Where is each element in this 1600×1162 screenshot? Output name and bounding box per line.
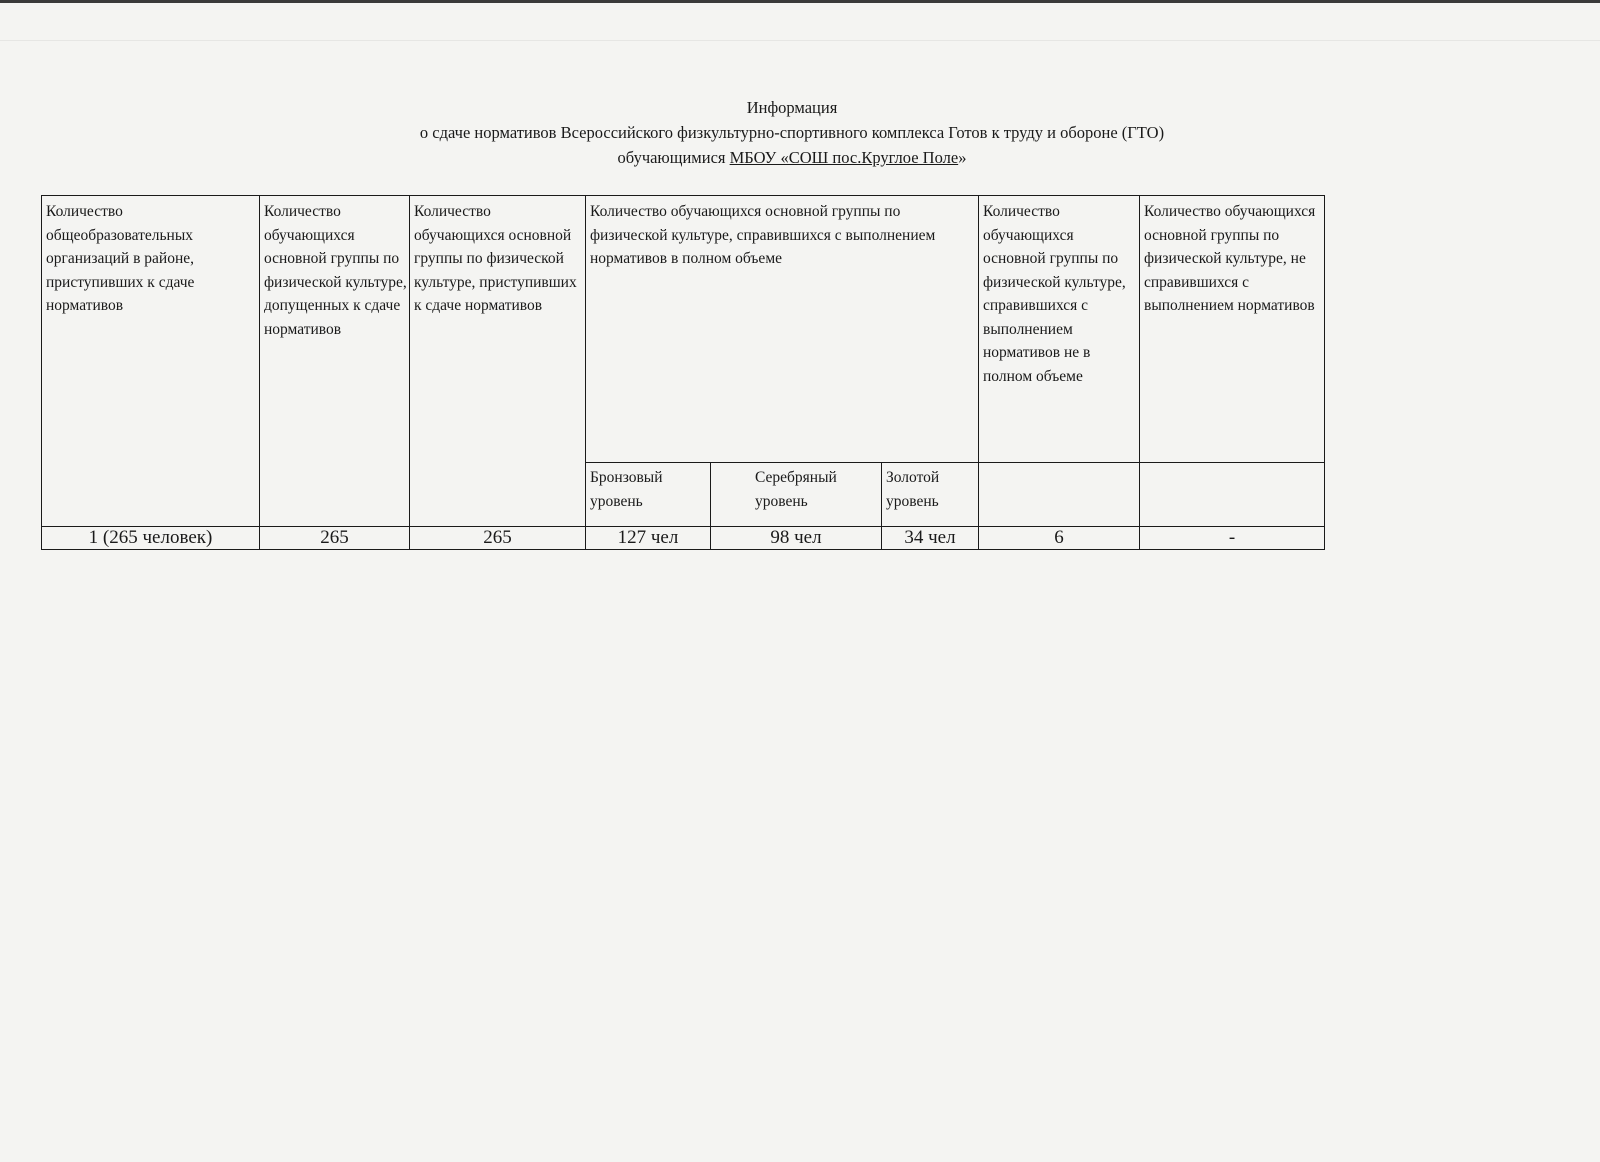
subheader-failed-empty: [1140, 463, 1325, 527]
col-header-orgs: Количество общеобразовательных организаций в районе, приступивших к сдаче нормативов: [42, 196, 260, 527]
cell-started: 265: [410, 527, 586, 550]
document-title: Информация: [746, 98, 838, 117]
cell-bronze: 127 чел: [586, 527, 711, 550]
scan-fold-line: [0, 40, 1600, 41]
col-header-admitted: Количество обучающихся основной группы по физической культуре, допущенных к сдаче нормативов: [260, 196, 410, 527]
school-name: МБОУ «СОШ пос.Круглое Поле: [729, 148, 959, 167]
recipient-suffix: »: [958, 148, 967, 167]
scan-edge: [0, 0, 1600, 3]
document-subtitle: о сдаче нормативов Всероссийского физкультурно-спортивного комплекса Готов к труду и обороне (ГТО): [419, 123, 1165, 142]
table-row: [42, 527, 1325, 550]
subheader-silver: Серебряный уровень: [711, 463, 882, 527]
document-header: [0, 95, 1584, 170]
subheader-partial-empty: [979, 463, 1140, 527]
cell-gold: 34 чел: [882, 527, 979, 550]
col-header-full: Количество обучающихся основной группы по физической культуре, справившихся с выполнением нормативов в полном объеме: [586, 196, 979, 463]
col-header-started: Количество обучающихся основной группы по физической культуре, приступивших к сдаче нормативов: [410, 196, 586, 527]
cell-orgs: 1 (265 человек): [42, 527, 260, 550]
document-recipient-line: [0, 145, 1584, 170]
subheader-bronze: Бронзовый уровень: [586, 463, 711, 527]
cell-partial: 6: [979, 527, 1140, 550]
subheader-gold: Золотой уровень: [882, 463, 979, 527]
cell-failed: -: [1140, 527, 1325, 550]
col-header-failed: Количество обучающихся основной группы по физической культуре, не справившихся с выполнением нормативов: [1140, 196, 1325, 463]
cell-silver: 98 чел: [711, 527, 882, 550]
table-header-row: [42, 196, 1325, 463]
cell-admitted: 265: [260, 527, 410, 550]
recipient-prefix: обучающимися: [617, 148, 730, 167]
col-header-partial: Количество обучающихся основной группы по физической культуре, справившихся с выполнением нормативов не в полном объеме: [979, 196, 1140, 463]
gto-results-table: [41, 195, 1325, 550]
